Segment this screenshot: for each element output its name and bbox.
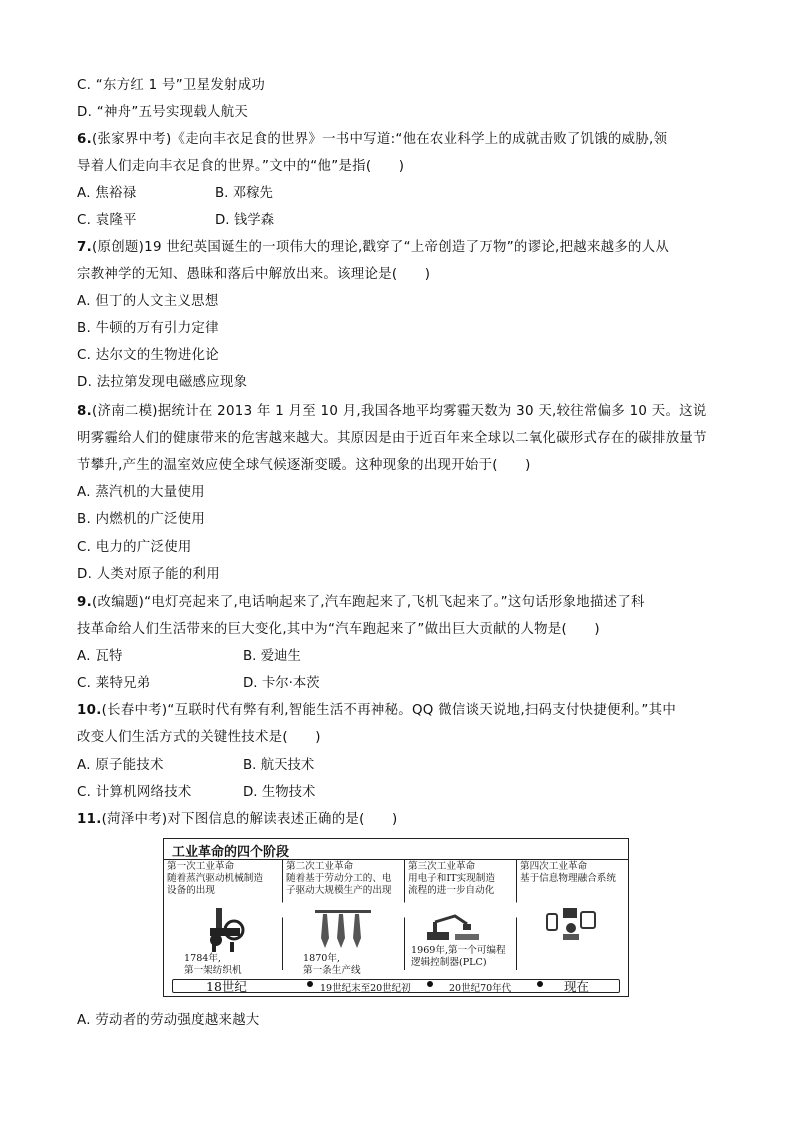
q10-option-d: D. 生物技术 bbox=[243, 785, 316, 800]
panel-desc: 随着基于劳动分工的、电 bbox=[286, 873, 392, 884]
timeline-label: 18世纪 bbox=[206, 979, 247, 994]
q10-option-b: B. 航天技术 bbox=[243, 758, 315, 773]
q9-option-a: A. 瓦特 bbox=[77, 649, 123, 664]
timeline-label: 19世纪末至20世纪初 bbox=[320, 983, 411, 994]
timeline-marker bbox=[427, 981, 433, 987]
question-6-line2: 导着人们走向丰衣足食的世界。”文中的“他”是指( ) bbox=[77, 159, 405, 174]
question-10-line1 bbox=[77, 702, 676, 720]
panel-third-revolution bbox=[405, 860, 517, 970]
question-number: 7. bbox=[77, 240, 93, 255]
question-9-line1 bbox=[77, 594, 645, 612]
spinning-machine-icon bbox=[202, 906, 252, 952]
question-8-line2: 明雾霾给人们的健康带来的危害越来越大。其原因是由于近百年来全球以二氧化碳形式存在的碳排放量节 bbox=[77, 431, 707, 446]
panel-desc: 基于信息物理融合系统 bbox=[520, 873, 616, 884]
question-number: 9. bbox=[77, 595, 93, 610]
timeline bbox=[164, 974, 628, 994]
panel-first-revolution bbox=[164, 860, 283, 976]
panel-year-desc: 逻辑控制器(PLC) bbox=[411, 957, 487, 968]
q6-option-c: C. 袁隆平 bbox=[77, 213, 137, 228]
timeline-label: 20世纪70年代 bbox=[449, 983, 512, 994]
connected-devices-icon bbox=[545, 906, 599, 942]
panel-year-desc: 第一条生产线 bbox=[303, 965, 361, 976]
panel-heading: 第四次工业革命 bbox=[520, 861, 588, 872]
panel-year-desc: 第一架纺织机 bbox=[184, 965, 242, 976]
panel-fourth-revolution bbox=[517, 860, 627, 970]
q7-option-a: A. 但丁的人文主义思想 bbox=[77, 294, 219, 309]
panel-desc: 用电子和IT实现制造 bbox=[408, 873, 495, 884]
panel-heading: 第一次工业革命 bbox=[167, 861, 235, 872]
q9-option-b: B. 爱迪生 bbox=[243, 649, 301, 664]
question-number: 8. bbox=[77, 404, 93, 419]
question-8-line1 bbox=[77, 403, 707, 421]
figure-title: 工业革命的四个阶段 bbox=[172, 845, 290, 860]
q8-option-a: A. 蒸汽机的大量使用 bbox=[77, 485, 205, 500]
question-11-line1 bbox=[77, 811, 398, 829]
q7-option-c: C. 达尔文的生物进化论 bbox=[77, 348, 219, 363]
question-10-line2: 改变人们生活方式的关键性技术是( ) bbox=[77, 730, 321, 745]
industrial-revolution-figure bbox=[163, 838, 629, 997]
question-8-line3: 节攀升,产生的温室效应使全球气候逐渐变暖。这种现象的出现开始于( ) bbox=[77, 458, 531, 473]
robot-arm-icon bbox=[425, 912, 481, 942]
q8-option-d: D. 人类对原子能的利用 bbox=[77, 567, 220, 582]
q9-option-c: C. 莱特兄弟 bbox=[77, 676, 151, 691]
q6-option-b: B. 邓稼先 bbox=[215, 186, 273, 201]
question-text: (改编题)“电灯亮起来了,电话响起来了,汽车跑起来了,飞机飞起来了。”这句话形象地描述了科 bbox=[92, 595, 645, 610]
question-text: (长春中考)“互联时代有弊有利,智能生活不再神秘。QQ 微信谈天说地,扫码支付快捷便利。”其中 bbox=[101, 703, 677, 718]
q9-option-d: D. 卡尔·本茨 bbox=[243, 676, 320, 691]
q10-option-c: C. 计算机网络技术 bbox=[77, 785, 192, 800]
question-text: (济南二模)据统计在 2013 年 1 月至 10 月,我国各地平均雾霾天数为 30 天,较往常偏多 10 天。这说 bbox=[92, 404, 707, 419]
timeline-marker bbox=[537, 981, 543, 987]
timeline-marker bbox=[307, 981, 313, 987]
panel-desc: 流程的进一步自动化 bbox=[408, 885, 495, 896]
q10-option-a: A. 原子能技术 bbox=[77, 758, 164, 773]
panel-heading: 第三次工业革命 bbox=[408, 861, 476, 872]
panel-desc: 设备的出现 bbox=[167, 885, 215, 896]
q7-option-b: B. 牛顿的万有引力定律 bbox=[77, 321, 219, 336]
q7-option-d: D. 法拉第发现电磁感应现象 bbox=[77, 375, 248, 390]
q8-option-b: B. 内燃机的广泛使用 bbox=[77, 512, 206, 527]
question-text: (张家界中考)《走向丰衣足食的世界》一书中写道:“他在农业科学上的成就击败了饥饿的威胁,领 bbox=[92, 132, 668, 147]
question-number: 6. bbox=[77, 132, 93, 147]
panel-heading: 第二次工业革命 bbox=[286, 861, 354, 872]
question-number: 11. bbox=[77, 812, 102, 827]
panel-desc: 子驱动大规模生产的出现 bbox=[286, 885, 392, 896]
panel-year: 1969年,第一个可编程 bbox=[411, 945, 506, 956]
question-number: 10. bbox=[77, 703, 102, 718]
panel-desc: 随着蒸汽驱动机械制造 bbox=[167, 873, 263, 884]
q6-option-d: D. 钱学森 bbox=[215, 213, 274, 228]
question-7-line2: 宗教神学的无知、愚昧和落后中解放出来。该理论是( ) bbox=[77, 267, 431, 282]
q11-option-a: A. 劳动者的劳动强度越来越大 bbox=[77, 1013, 260, 1028]
q8-option-c: C. 电力的广泛使用 bbox=[77, 540, 192, 555]
q6-option-a: A. 焦裕禄 bbox=[77, 186, 137, 201]
question-7-line1 bbox=[77, 239, 669, 257]
question-text: (菏泽中考)对下图信息的解读表述正确的是( ) bbox=[101, 812, 398, 827]
question-6-line1 bbox=[77, 131, 667, 149]
panel-year: 1870年, bbox=[303, 953, 341, 964]
panel-second-revolution bbox=[283, 860, 405, 976]
assembly-line-icon bbox=[313, 908, 373, 952]
option-d-prev: D. “神舟”五号实现载人航天 bbox=[77, 105, 249, 120]
question-text: (原创题)19 世纪英国诞生的一项伟大的理论,戳穿了“上帝创造了万物”的谬论,把越来越多的人从 bbox=[92, 240, 670, 255]
question-9-line2: 技革命给人们生活带来的巨大变化,其中为“汽车跑起来了”做出巨大贡献的人物是( ) bbox=[77, 622, 600, 637]
timeline-label: 现在 bbox=[564, 979, 590, 994]
panel-year: 1784年, bbox=[184, 953, 222, 964]
option-c-prev: C. “东方红 1 号”卫星发射成功 bbox=[77, 78, 266, 93]
